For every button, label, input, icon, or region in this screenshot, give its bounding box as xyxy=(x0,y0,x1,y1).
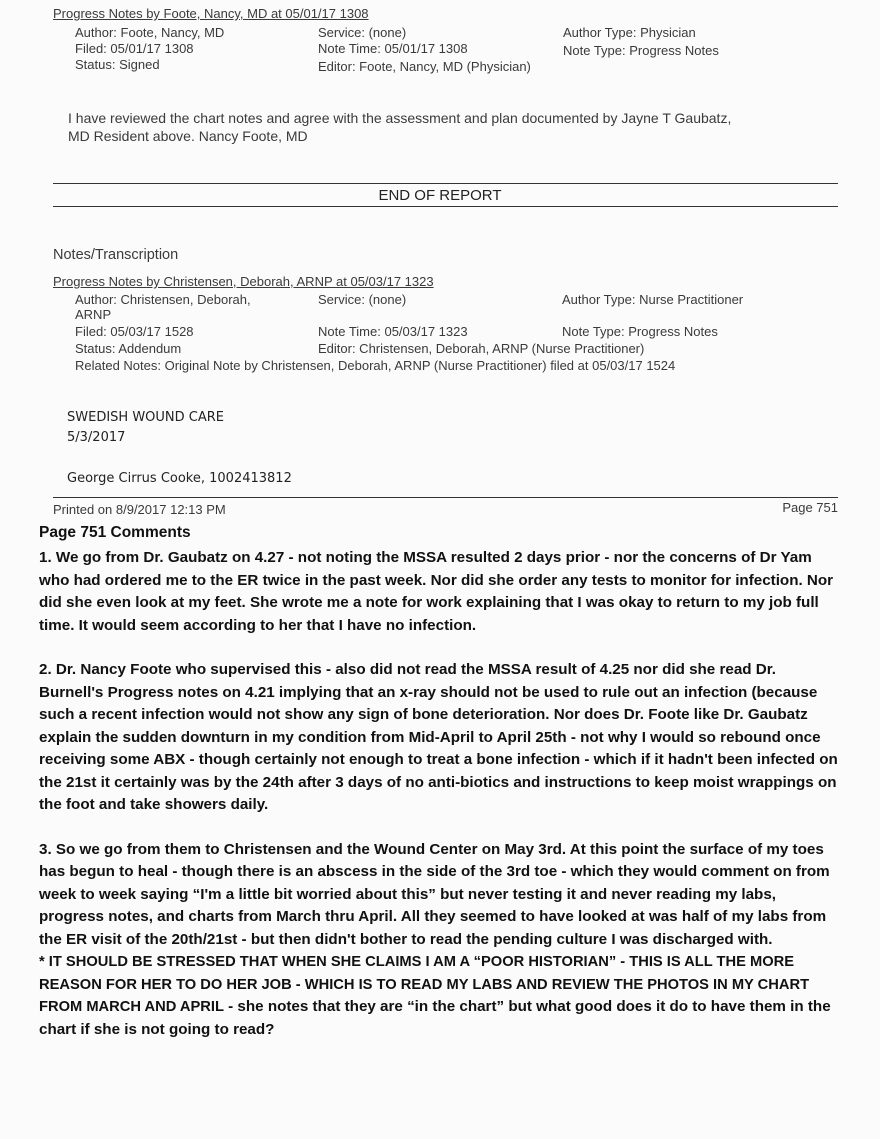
note2-header: Progress Notes by Christensen, Deborah, ARNP at 05/03/17 1323 xyxy=(53,274,434,289)
note1-author-type: Author Type: Physician xyxy=(563,25,696,40)
comments-body xyxy=(39,547,839,1041)
note2-note-type: Note Type: Progress Notes xyxy=(562,324,718,339)
note2-status: Status: Addendum xyxy=(75,341,182,356)
comment-tail-text: - she notes that they are “in the chart” but what good does it do to have them in the chart if she is not going to read? xyxy=(39,998,831,1038)
note2-editor: Editor: Christensen, Deborah, ARNP (Nurse Practitioner) xyxy=(318,341,645,356)
note-date: 5/3/2017 xyxy=(67,430,126,445)
note1-author: Author: Foote, Nancy, MD xyxy=(75,25,225,40)
note2-author-type: Author Type: Nurse Practitioner xyxy=(562,292,744,307)
rule-bottom xyxy=(53,206,838,207)
note1-editor: Editor: Foote, Nancy, MD (Physician) xyxy=(318,59,531,74)
comments-title: Page 751 Comments xyxy=(39,524,191,541)
note1-header: Progress Notes by Foote, Nancy, MD at 05/01/17 1308 xyxy=(53,6,369,21)
comment-paragraph-3-emphasis xyxy=(39,951,839,1041)
note2-service: Service: (none) xyxy=(318,292,407,307)
section-title: Notes/Transcription xyxy=(53,247,179,263)
note1-status: Status: Signed xyxy=(75,57,160,72)
clinic-name: SWEDISH WOUND CARE xyxy=(67,410,225,425)
note1-service: Service: (none) xyxy=(318,25,407,40)
note1-note-type: Note Type: Progress Notes xyxy=(563,43,719,58)
note1-body-line1: I have reviewed the chart notes and agree with the assessment and plan documented by Jayne T Gaubatz, xyxy=(68,110,732,126)
comment-paragraph-3: 3. So we go from them to Christensen and the Wound Center on May 3rd. At this point the surface of my toes has begun to heal - though there is an abscess in the side of the 3rd toe - which they would comment on from week to week saying “I'm a little bit worried about this” but never testing it and never reading my labs, progress notes, and charts from March thru April. All they seemed to have looked at was half of my labs from the ER visit of the 20th/21st - but then didn't bother to read the pending culture I was discharged with. xyxy=(39,840,830,948)
comment-caps-text: * IT SHOULD BE STRESSED THAT WHEN SHE CLAIMS I AM A “POOR HISTORIAN” - THIS IS ALL THE MORE REASON FOR HER TO DO HER JOB - WHICH IS TO READ MY LABS AND REVIEW THE PHOTOS IN MY CHART FROM MARCH AND APRIL xyxy=(39,954,810,1015)
note2-author-cont: ARNP xyxy=(75,307,112,322)
footer-rule xyxy=(53,497,838,498)
note2-note-time: Note Time: 05/03/17 1323 xyxy=(318,324,468,339)
note2-related: Related Notes: Original Note by Christensen, Deborah, ARNP (Nurse Practitioner) filed at 05/03/17 1524 xyxy=(75,358,676,373)
printed-on: Printed on 8/9/2017 12:13 PM xyxy=(53,502,226,517)
note1-filed: Filed: 05/01/17 1308 xyxy=(75,41,194,56)
note2-filed: Filed: 05/03/17 1528 xyxy=(75,324,194,339)
note2-author: Author: Christensen, Deborah, xyxy=(75,292,251,307)
end-of-report: END OF REPORT xyxy=(378,187,502,204)
page-number: Page 751 xyxy=(782,500,838,515)
comment-paragraph-1: 1. We go from Dr. Gaubatz on 4.27 - not noting the MSSA resulted 2 days prior - nor the concerns of Dr Yam who had ordered me to the ER twice in the past week. Nor did she order any tests to monitor for infection. Nor did she even look at my feet. She wrote me a note for work explaining that I was okay to return to my job full time. It would seem according to her that I have no infection. xyxy=(39,549,834,634)
rule-top xyxy=(53,183,838,184)
note1-body-line2: MD Resident above. Nancy Foote, MD xyxy=(68,128,308,144)
note1-note-time: Note Time: 05/01/17 1308 xyxy=(318,41,468,56)
comment-paragraph-2: 2. Dr. Nancy Foote who supervised this - also did not read the MSSA result of 4.25 nor did she read Dr. Burnell's Progress notes on 4.21 implying that an x-ray should not be used to rule out an infection (because such a recent infection would not show any sign of bone deterioration. Nor does Dr. Foote like Dr. Gaubatz explain the sudden downturn in my condition from Mid-April to April 25th - not why I would so rebound once receiving some ABX - though certainly not enough to treat a bone infection - which if it hadn't been infected on the 21st it certainly was by the 24th after 3 days of no anti-biotics and instructions to keep moist wrappings on the foot and take showers daily. xyxy=(39,661,838,813)
patient-name: George Cirrus Cooke, 1002413812 xyxy=(67,471,292,486)
